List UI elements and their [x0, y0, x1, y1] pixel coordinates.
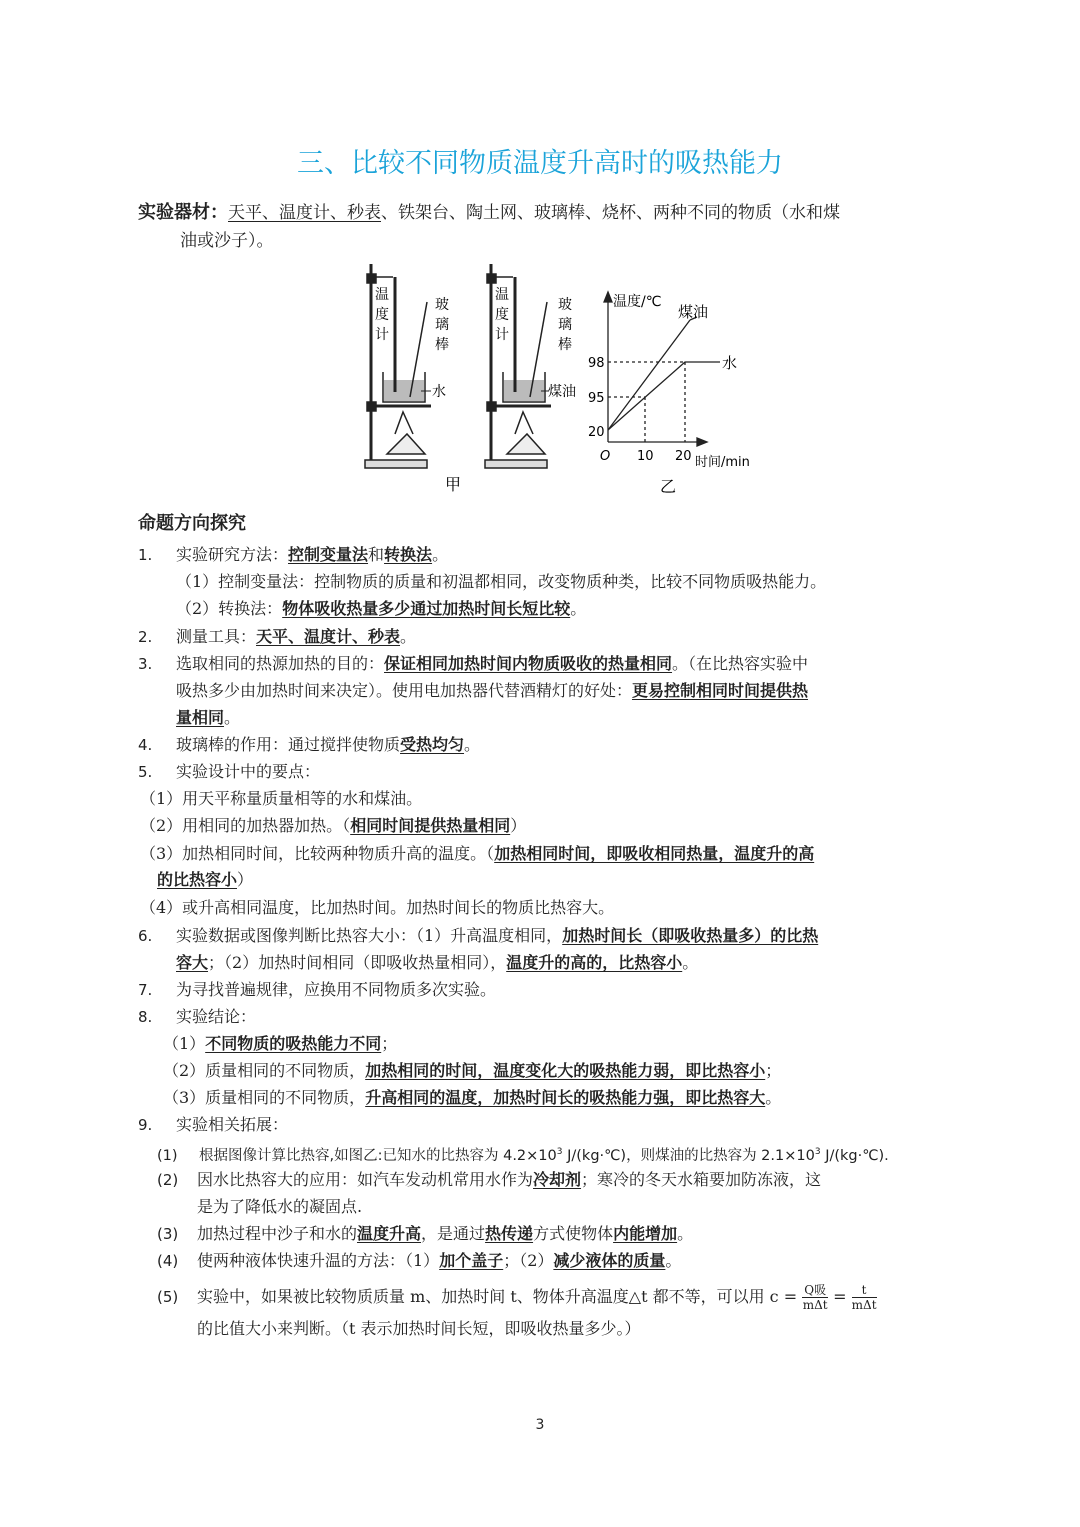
jia-thermo-3: 计 [375, 327, 389, 343]
item-2: 2. 测量工具：天平、温度计、秒表。 [138, 627, 417, 646]
item-3-line-2: 吸热多少由加热时间来决定）。使用电加热器代替酒精灯的好处：更易控制相同时间提供热 [176, 681, 809, 700]
graph-xlabel: 时间/min [695, 455, 750, 470]
jia-thermo-1: 温 [375, 287, 389, 303]
ext-5: (5) 实验中，如果被比较物质质量 m、加热时间 t、物体升高温度△t 都不等，可以用 c = $\frac{\text{Q吸}}{\text{mΔt}}$ = $\frac{t}{\text{mΔt}}$ [157, 1283, 877, 1312]
item-9: 9. 实验相关拓展： [138, 1115, 289, 1134]
ext-3: (3) 加热过程中沙子和水的温度升高，是通过热传递方式使物体内能增加。 [157, 1224, 694, 1243]
jia-thermo-2: 度 [375, 307, 389, 323]
yi-liquid-label: 煤油 [548, 384, 576, 400]
item-1b: （2）转换法：物体吸收热量多少通过加热时间长短比较。 [176, 599, 587, 618]
item-6: 6. 实验数据或图像判断比热容大小：（1）升高温度相同，加热时间长（即吸收热量多）的比热 [138, 926, 819, 945]
jia-rod-1: 玻 [435, 297, 449, 313]
item-1: 1. 实验研究方法：控制变量法和转换法。 [138, 545, 449, 564]
jia-rod-2: 璃 [435, 317, 449, 333]
fraction-q-over-m-dt: $\frac{\text{Q吸}}{\text{mΔt}}$ [802, 1283, 828, 1312]
experiment-figure [355, 262, 765, 497]
item-8b: （2）质量相同的不同物质，加热相同的时间，温度变化大的吸热能力弱，即比热容小； [163, 1061, 782, 1080]
item-6-line-2: 容大；（2）加热时间相同（即吸收热量相同），温度升的高的，比热容小。 [176, 953, 699, 972]
graph-ytick-98: 98 [588, 356, 605, 371]
equipment-label: 实验器材： [138, 202, 228, 223]
graph-ylabel: 温度/℃ [613, 294, 662, 310]
ext-4: (4) 使两种液体快速升温的方法：（1）加个盖子；（2）减少液体的质量。 [157, 1251, 682, 1270]
yi-thermo-3: 计 [495, 327, 509, 343]
graph-ytick-20: 20 [588, 425, 605, 440]
item-5b: （2）用相同的加热器加热。（相同时间提供热量相同） [140, 816, 527, 835]
yi-thermo-1: 温 [495, 287, 509, 303]
graph-series-water: 水 [722, 354, 738, 372]
equipment-line-1 [138, 202, 840, 224]
graph-ytick-95: 95 [588, 391, 605, 406]
item-1a: （1）控制变量法：控制物质的质量和初温都相同，改变物质种类，比较不同物质吸热能力。 [176, 572, 827, 591]
section-heading: 命题方向探究 [138, 513, 246, 534]
jia-caption: 甲 [445, 475, 462, 494]
item-3-line-3: 量相同。 [176, 708, 241, 727]
page-title: 三、比较不同物质温度升高时的吸热能力 [297, 148, 783, 179]
item-7: 7. 为寻找普遍规律，应换用不同物质多次实验。 [138, 980, 497, 999]
ext-2: (2) 因水比热容大的应用：如汽车发动机常用水作为冷却剂；寒冷的冬天水箱要加防冻液，这 [157, 1170, 822, 1189]
kerosene-line [608, 320, 690, 430]
item-3: 3. 选取相同的热源加热的目的：保证相同加热时间内物质吸收的热量相同。（在比热容实验中 [138, 654, 809, 673]
ext-5-line-2: 的比值大小来判断。（t 表示加热时间长短，即吸收热量多少。） [197, 1319, 641, 1338]
graph-series-kerosene: 煤油 [678, 303, 709, 321]
equipment-line-2: 油或沙子）。 [180, 231, 274, 251]
item-5c-line-2: 的比热容小） [157, 870, 254, 889]
item-5c: （3）加热相同时间，比较两种物质升高的温度。（加热相同时间，即吸收相同热量，温度升的高 [140, 844, 815, 863]
ext-1: (1) 根据图像计算比热容,如图乙:已知水的比热容为 $4.2\times 10^3$ J/(kg·℃)，则煤油的比热容为 $2.1\times 10^3$ J/(kg·℃). [157, 1147, 889, 1164]
yi-rod-3: 棒 [558, 337, 572, 353]
item-5: 5. 实验设计中的要点： [138, 762, 321, 781]
item-5a: （1）用天平称量质量相等的水和煤油。 [140, 789, 423, 808]
item-4: 4. 玻璃棒的作用：通过搅拌使物质受热均匀。 [138, 735, 481, 754]
page-number: 3 [535, 1417, 545, 1433]
item-8c: （3）质量相同的不同物质，升高相同的温度，加热时间长的吸热能力强，即比热容大。 [163, 1088, 782, 1107]
equipment-rest: 、铁架台、陶土网、玻璃棒、烧杯、两种不同的物质（水和煤 [381, 203, 840, 223]
yi-rod-2: 璃 [558, 317, 572, 333]
graph-xtick-10: 10 [637, 449, 654, 464]
equipment-underlined: 天平、温度计、秒表 [228, 203, 381, 223]
graph-origin: O [600, 449, 611, 464]
item-5d: （4）或升高相同温度，比加热时间。加热时间长的物质比热容大。 [140, 898, 615, 917]
jia-rod-3: 棒 [435, 337, 449, 353]
yi-thermo-2: 度 [495, 307, 509, 323]
jia-liquid-label: 水 [432, 384, 446, 400]
item-8: 8. 实验结论： [138, 1007, 257, 1026]
item-8a: （1）不同物质的吸热能力不同； [163, 1034, 398, 1053]
ext-2-line-2: 是为了降低水的凝固点. [197, 1197, 363, 1216]
fraction-t-over-m-dt: $\frac{t}{\text{mΔt}}$ [851, 1283, 877, 1312]
graph-caption: 乙 [660, 477, 677, 496]
graph-xtick-20: 20 [675, 449, 692, 464]
yi-rod-1: 玻 [558, 297, 572, 313]
water-line [608, 362, 720, 430]
